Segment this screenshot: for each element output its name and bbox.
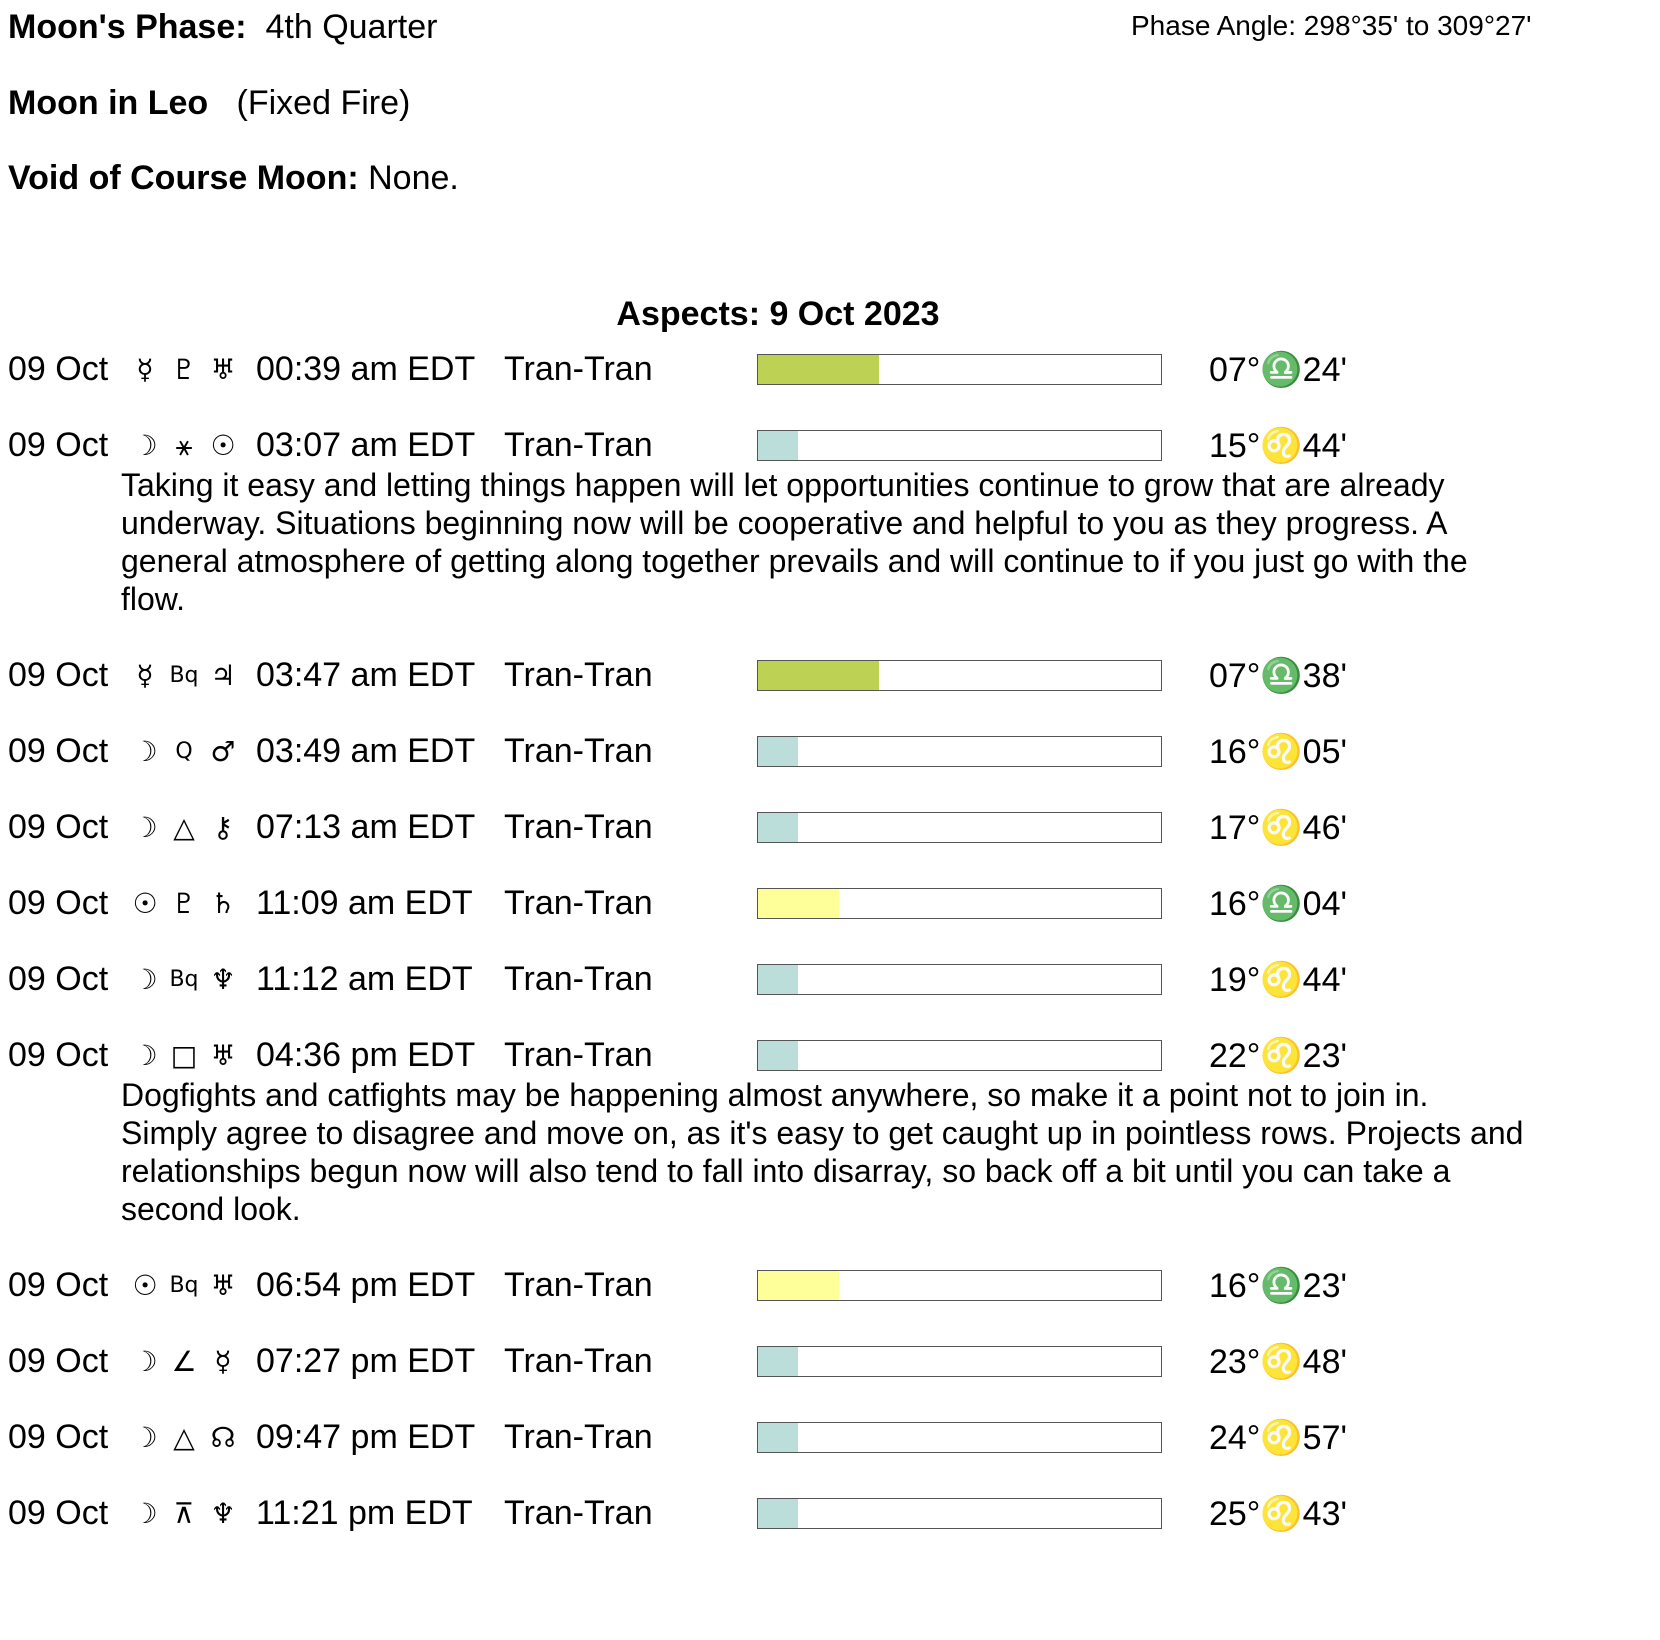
strength-bar xyxy=(757,812,1162,843)
aspect-list xyxy=(0,350,1660,1570)
aspect-line xyxy=(0,656,1660,696)
aspect-line xyxy=(0,1342,1660,1382)
node-icon: ☊ xyxy=(210,1421,236,1454)
aspect-type: Tran-Tran xyxy=(504,1418,653,1456)
aspect-description: Taking it easy and letting things happen will let opportunities continue to grow that are already underway. Situations beginning now will be cooperative and helpful to you as they progress. A general atmosphere of getting along together prevails and will continue to if you just go with the flow. xyxy=(121,467,1468,617)
aspect-date: 09 Oct xyxy=(8,656,109,694)
aspect-time: 03:47 am EDT xyxy=(256,656,476,694)
aspect-time: 11:09 am EDT xyxy=(256,884,473,922)
aspect-date: 09 Oct xyxy=(8,1418,109,1456)
aspect-position: 17°♌46' xyxy=(1208,809,1347,847)
aspect-line xyxy=(0,1494,1660,1534)
strength-bar xyxy=(757,1346,1162,1377)
square-icon: □ xyxy=(170,1039,198,1072)
moon-icon: ☽ xyxy=(132,1345,158,1378)
aspect-glyphs xyxy=(128,350,240,390)
moon-icon: ☽ xyxy=(132,811,158,844)
strength-bar xyxy=(757,1498,1162,1529)
aspect-type: Tran-Tran xyxy=(504,1036,653,1074)
aspect-glyphs xyxy=(128,1036,240,1076)
semisquare-icon: ∠ xyxy=(171,1345,197,1378)
uranus-icon: ♅ xyxy=(210,1039,236,1072)
aspect-position: 16°♌05' xyxy=(1208,733,1347,771)
aspect-time: 11:12 am EDT xyxy=(256,960,473,998)
aspect-type: Tran-Tran xyxy=(504,1342,653,1380)
uranus-icon: ♅ xyxy=(210,353,236,386)
neptune-icon: ♆ xyxy=(210,1497,236,1530)
aspect-time: 09:47 pm EDT xyxy=(256,1418,476,1456)
aspect-glyphs xyxy=(128,426,240,466)
moon-icon: ☽ xyxy=(132,1039,158,1072)
sextile-icon: ⚹ xyxy=(175,429,193,462)
trine-icon: △ xyxy=(173,811,195,844)
aspect-row xyxy=(0,656,1660,732)
aspect-glyphs xyxy=(128,960,240,1000)
strength-bar-fill xyxy=(758,1041,798,1070)
sun-icon: ☉ xyxy=(132,887,158,920)
aspect-position: 07°♎38' xyxy=(1208,657,1347,695)
aspect-position: 25°♌43' xyxy=(1208,1495,1347,1533)
chiron-icon: ⚷ xyxy=(212,811,234,844)
aspect-line xyxy=(0,1266,1660,1306)
strength-bar-fill xyxy=(758,1423,798,1452)
aspect-glyphs xyxy=(128,884,240,924)
aspect-type: Tran-Tran xyxy=(504,656,653,694)
aspect-glyphs xyxy=(128,1266,240,1306)
aspect-time: 07:27 pm EDT xyxy=(256,1342,476,1380)
strength-bar-fill xyxy=(758,1271,839,1300)
strength-bar-fill xyxy=(758,1499,798,1528)
aspect-position: 07°♎24' xyxy=(1208,351,1347,389)
aspect-position: 15°♌44' xyxy=(1208,427,1347,465)
aspects-title: Aspects: 9 Oct 2023 xyxy=(616,295,940,333)
biquintile-icon: Bq xyxy=(169,663,199,688)
sun-icon: ☉ xyxy=(132,1269,158,1302)
quincunx-icon: ⊼ xyxy=(173,1497,195,1530)
aspect-icon: ♇ xyxy=(171,887,197,920)
moon-phase-line xyxy=(8,8,437,47)
trine-icon: △ xyxy=(173,1421,195,1454)
aspect-time: 06:54 pm EDT xyxy=(256,1266,476,1304)
void-of-course-value: None. xyxy=(368,159,459,197)
moon-icon: ☽ xyxy=(132,429,158,462)
aspect-date: 09 Oct xyxy=(8,732,109,770)
neptune-icon: ♆ xyxy=(210,963,236,996)
aspect-glyphs xyxy=(128,1494,240,1534)
aspect-date: 09 Oct xyxy=(8,808,109,846)
moon-phase-value: 4th Quarter xyxy=(265,8,438,46)
mercury-icon: ☿ xyxy=(136,353,154,386)
aspect-row xyxy=(0,960,1660,1036)
aspect-line xyxy=(0,350,1660,390)
aspect-date: 09 Oct xyxy=(8,1494,109,1532)
aspect-description: Dogfights and catfights may be happening almost anywhere, so make it a point not to join in. Simply agree to disagree and move on, as it's easy to get caught up in pointless rows. Projects and relationships begun now will also tend to fall into disarray, so back off a bit until you can take a second look. xyxy=(121,1077,1524,1227)
moon-sign-value: (Fixed Fire) xyxy=(236,84,411,122)
aspect-row xyxy=(0,1036,1660,1266)
sun-icon: ☉ xyxy=(210,429,236,462)
aspect-glyphs xyxy=(128,808,240,848)
moon-icon: ☽ xyxy=(132,735,158,768)
aspect-row xyxy=(0,350,1660,426)
aspect-row xyxy=(0,1266,1660,1342)
strength-bar-fill xyxy=(758,355,879,384)
moon-sign-line xyxy=(8,84,410,123)
aspect-time: 07:13 am EDT xyxy=(256,808,476,846)
strength-bar xyxy=(757,1270,1162,1301)
aspect-line xyxy=(0,426,1660,466)
aspect-time: 03:07 am EDT xyxy=(256,426,476,464)
aspect-date: 09 Oct xyxy=(8,1036,109,1074)
strength-bar-fill xyxy=(758,431,798,460)
aspect-row xyxy=(0,1418,1660,1494)
aspect-line xyxy=(0,884,1660,924)
aspect-row xyxy=(0,732,1660,808)
aspect-line xyxy=(0,1418,1660,1458)
aspect-position: 16°♎23' xyxy=(1208,1267,1347,1305)
strength-bar xyxy=(757,1422,1162,1453)
strength-bar-fill xyxy=(758,813,798,842)
aspect-position: 24°♌57' xyxy=(1208,1419,1347,1457)
aspect-type: Tran-Tran xyxy=(504,1266,653,1304)
aspect-position: 19°♌44' xyxy=(1208,961,1347,999)
aspect-position: 22°♌23' xyxy=(1208,1037,1347,1075)
biquintile-icon: Bq xyxy=(169,967,199,992)
aspect-glyphs xyxy=(128,656,240,696)
strength-bar xyxy=(757,354,1162,385)
aspect-type: Tran-Tran xyxy=(504,960,653,998)
aspect-line xyxy=(0,1036,1660,1076)
strength-bar xyxy=(757,736,1162,767)
aspect-line xyxy=(0,960,1660,1000)
aspect-type: Tran-Tran xyxy=(504,884,653,922)
aspect-row xyxy=(0,426,1660,656)
moon-phase-label: Moon's Phase: xyxy=(8,8,247,46)
strength-bar xyxy=(757,660,1162,691)
quintile-icon: Q xyxy=(175,739,193,764)
aspect-date: 09 Oct xyxy=(8,350,109,388)
mars-icon: ♂ xyxy=(210,735,236,768)
aspect-type: Tran-Tran xyxy=(504,426,653,464)
strength-bar-fill xyxy=(758,1347,798,1376)
strength-bar-fill xyxy=(758,889,839,918)
void-of-course-label: Void of Course Moon: xyxy=(8,159,359,197)
aspect-type: Tran-Tran xyxy=(504,1494,653,1532)
aspect-position: 23°♌48' xyxy=(1208,1343,1347,1381)
aspect-date: 09 Oct xyxy=(8,1342,109,1380)
aspect-line xyxy=(0,732,1660,772)
phase-angle: Phase Angle: 298°35' to 309°27' xyxy=(1131,10,1532,41)
mercury-icon: ☿ xyxy=(214,1345,232,1378)
aspect-glyphs xyxy=(128,1418,240,1458)
aspect-date: 09 Oct xyxy=(8,960,109,998)
saturn-icon: ♄ xyxy=(210,887,236,920)
strength-bar xyxy=(757,1040,1162,1071)
void-of-course-line xyxy=(8,159,459,198)
aspect-glyphs xyxy=(128,732,240,772)
aspect-time: 04:36 pm EDT xyxy=(256,1036,476,1074)
aspect-row xyxy=(0,1342,1660,1418)
strength-bar-fill xyxy=(758,965,798,994)
aspect-row xyxy=(0,884,1660,960)
moon-icon: ☽ xyxy=(132,1421,158,1454)
jupiter-icon: ♃ xyxy=(210,659,236,692)
moon-sign-label: Moon in Leo xyxy=(8,84,209,122)
aspect-icon: ♇ xyxy=(171,353,197,386)
aspect-time: 03:49 am EDT xyxy=(256,732,476,770)
aspect-glyphs xyxy=(128,1342,240,1382)
uranus-icon: ♅ xyxy=(210,1269,236,1302)
strength-bar xyxy=(757,430,1162,461)
strength-bar xyxy=(757,888,1162,919)
strength-bar xyxy=(757,964,1162,995)
mercury-icon: ☿ xyxy=(136,659,154,692)
aspect-position: 16°♎04' xyxy=(1208,885,1347,923)
aspect-date: 09 Oct xyxy=(8,426,109,464)
aspect-time: 11:21 pm EDT xyxy=(256,1494,473,1532)
aspect-row xyxy=(0,1494,1660,1570)
aspect-time: 00:39 am EDT xyxy=(256,350,476,388)
aspect-type: Tran-Tran xyxy=(504,808,653,846)
moon-icon: ☽ xyxy=(132,1497,158,1530)
aspect-type: Tran-Tran xyxy=(504,350,653,388)
aspect-date: 09 Oct xyxy=(8,884,109,922)
moon-icon: ☽ xyxy=(132,963,158,996)
aspect-row xyxy=(0,808,1660,884)
aspect-line xyxy=(0,808,1660,848)
biquintile-icon: Bq xyxy=(169,1273,199,1298)
aspect-type: Tran-Tran xyxy=(504,732,653,770)
strength-bar-fill xyxy=(758,737,798,766)
strength-bar-fill xyxy=(758,661,879,690)
aspect-date: 09 Oct xyxy=(8,1266,109,1304)
